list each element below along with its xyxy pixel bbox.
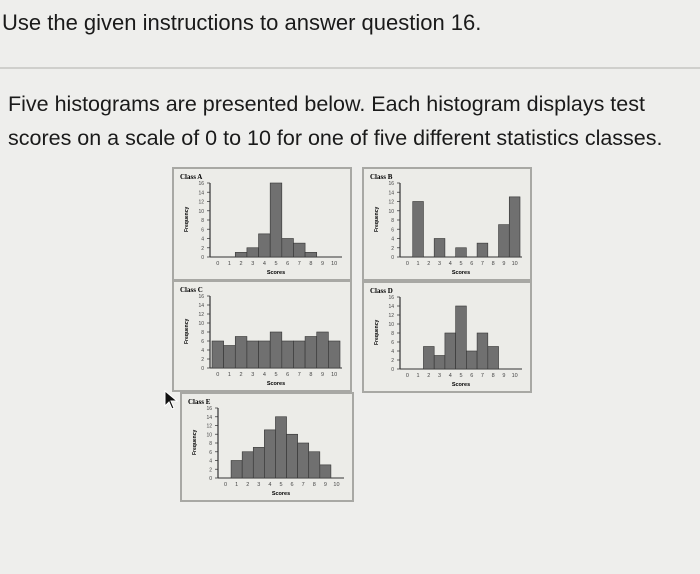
divider bbox=[0, 67, 700, 69]
chart-svg bbox=[364, 169, 530, 279]
histogram-bar bbox=[477, 333, 488, 369]
y-tick-label: 0 bbox=[391, 367, 394, 373]
x-tick-label: 2 bbox=[427, 373, 431, 379]
y-tick-label: 14 bbox=[388, 190, 394, 197]
y-axis-label: Frequency bbox=[184, 318, 190, 344]
x-tick-label: 5 bbox=[279, 482, 283, 488]
x-tick-label: 8 bbox=[309, 261, 313, 267]
histogram-bar bbox=[235, 252, 247, 257]
histogram-bar bbox=[477, 243, 488, 257]
y-tick-label: 2 bbox=[201, 245, 204, 252]
histogram-bar bbox=[275, 417, 286, 478]
histogram-bar bbox=[282, 341, 294, 368]
y-tick-label: 6 bbox=[201, 339, 204, 345]
x-tick-label: 2 bbox=[239, 372, 243, 378]
chart-title: Class D bbox=[370, 287, 393, 295]
y-tick-label: 8 bbox=[391, 331, 394, 337]
x-tick-label: 0 bbox=[216, 372, 220, 378]
histogram-class-e bbox=[180, 392, 354, 502]
y-tick-label: 12 bbox=[388, 199, 394, 206]
histogram-bar bbox=[445, 333, 456, 369]
x-tick-label: 4 bbox=[448, 261, 452, 267]
histogram-bar bbox=[259, 234, 271, 257]
x-tick-label: 1 bbox=[235, 482, 239, 488]
histogram-bar bbox=[499, 225, 510, 257]
histogram-bar bbox=[212, 341, 224, 368]
x-tick-label: 2 bbox=[427, 261, 431, 267]
x-tick-label: 0 bbox=[405, 261, 409, 267]
x-axis-label: Scores bbox=[451, 382, 471, 388]
x-tick-label: 3 bbox=[257, 482, 261, 488]
histogram-class-a bbox=[172, 167, 352, 281]
x-tick-label: 5 bbox=[274, 372, 278, 378]
x-tick-label: 5 bbox=[274, 261, 278, 267]
y-tick-label: 4 bbox=[201, 348, 204, 354]
x-tick-label: 7 bbox=[480, 261, 484, 267]
histogram-bar bbox=[466, 351, 477, 369]
chart-svg bbox=[182, 394, 352, 500]
x-tick-label: 10 bbox=[331, 261, 338, 267]
histogram-bar bbox=[423, 347, 434, 370]
x-tick-label: 2 bbox=[239, 261, 243, 267]
y-tick-label: 4 bbox=[391, 236, 394, 243]
chart-title: Class B bbox=[370, 173, 393, 181]
x-tick-label: 4 bbox=[448, 373, 452, 379]
y-tick-label: 8 bbox=[201, 330, 204, 336]
y-tick-label: 6 bbox=[391, 340, 394, 346]
x-tick-label: 7 bbox=[297, 372, 301, 378]
y-tick-label: 12 bbox=[388, 313, 394, 319]
y-tick-label: 10 bbox=[206, 432, 212, 439]
y-tick-label: 0 bbox=[209, 476, 212, 482]
x-tick-label: 1 bbox=[416, 261, 420, 267]
x-tick-label: 1 bbox=[227, 372, 231, 378]
y-tick-label: 16 bbox=[388, 181, 394, 187]
y-tick-label: 2 bbox=[209, 467, 212, 474]
histogram-bar bbox=[293, 243, 305, 257]
histogram-bar bbox=[287, 434, 298, 478]
x-tick-label: 4 bbox=[268, 482, 272, 488]
histogram-bar bbox=[309, 452, 320, 478]
y-tick-label: 4 bbox=[391, 349, 394, 355]
x-tick-label: 10 bbox=[331, 372, 338, 378]
histogram-bar bbox=[247, 341, 259, 368]
x-tick-label: 1 bbox=[227, 261, 231, 267]
y-axis-label: Frequency bbox=[192, 429, 198, 455]
x-tick-label: 2 bbox=[246, 482, 250, 488]
y-tick-label: 6 bbox=[391, 227, 394, 234]
chart-svg bbox=[174, 282, 350, 390]
histogram-bar bbox=[509, 197, 520, 257]
y-tick-label: 12 bbox=[198, 199, 204, 206]
x-tick-label: 8 bbox=[491, 261, 495, 267]
y-tick-label: 14 bbox=[388, 304, 394, 310]
y-tick-label: 10 bbox=[388, 322, 394, 328]
x-tick-label: 8 bbox=[309, 372, 313, 378]
x-tick-label: 10 bbox=[511, 373, 518, 379]
histogram-bar bbox=[488, 347, 499, 370]
y-tick-label: 8 bbox=[391, 218, 394, 224]
y-tick-label: 16 bbox=[198, 181, 204, 187]
y-tick-label: 16 bbox=[206, 406, 212, 412]
y-tick-label: 10 bbox=[198, 321, 204, 327]
y-axis-label: Frequency bbox=[374, 319, 380, 345]
histogram-bar bbox=[434, 239, 445, 258]
x-tick-label: 7 bbox=[480, 373, 484, 379]
x-tick-label: 8 bbox=[312, 482, 316, 488]
histogram-bar bbox=[298, 443, 309, 478]
histogram-bar bbox=[413, 202, 424, 258]
x-tick-label: 0 bbox=[216, 261, 220, 267]
histogram-bar bbox=[247, 248, 259, 257]
histogram-bar bbox=[456, 306, 467, 369]
y-tick-label: 4 bbox=[209, 458, 212, 465]
x-tick-label: 9 bbox=[502, 373, 506, 379]
x-tick-label: 9 bbox=[323, 482, 327, 488]
y-tick-label: 0 bbox=[201, 366, 204, 372]
y-tick-label: 10 bbox=[388, 208, 394, 215]
chart-svg bbox=[174, 169, 350, 279]
histogram-bar bbox=[317, 332, 329, 368]
x-tick-label: 3 bbox=[438, 373, 442, 379]
x-tick-label: 0 bbox=[405, 373, 409, 379]
y-tick-label: 4 bbox=[201, 236, 204, 243]
y-tick-label: 2 bbox=[201, 357, 204, 363]
y-tick-label: 8 bbox=[209, 441, 212, 447]
histogram-bar bbox=[434, 356, 445, 370]
x-tick-label: 9 bbox=[502, 261, 506, 267]
histogram-bar bbox=[259, 341, 271, 368]
y-tick-label: 2 bbox=[391, 245, 394, 252]
histogram-bar bbox=[282, 239, 294, 258]
y-tick-label: 12 bbox=[206, 423, 212, 430]
instruction-heading: Use the given instructions to answer question 16. bbox=[2, 10, 482, 35]
question-text-line-1: Five histograms are presented below. Each histogram displays test bbox=[8, 92, 645, 116]
x-tick-label: 6 bbox=[286, 261, 290, 267]
x-axis-label: Scores bbox=[451, 270, 471, 276]
x-tick-label: 6 bbox=[470, 261, 474, 267]
x-axis-label: Scores bbox=[266, 270, 286, 276]
x-tick-label: 9 bbox=[321, 261, 325, 267]
x-tick-label: 10 bbox=[511, 261, 518, 267]
chart-title: Class E bbox=[188, 398, 211, 406]
y-tick-label: 10 bbox=[198, 208, 204, 215]
x-tick-label: 4 bbox=[262, 372, 266, 378]
x-tick-label: 10 bbox=[333, 482, 340, 488]
x-tick-label: 4 bbox=[262, 261, 266, 267]
x-tick-label: 9 bbox=[321, 372, 325, 378]
question-text-line-2: scores on a scale of 0 to 10 for one of five different statistics classes. bbox=[8, 126, 663, 150]
histogram-bar bbox=[235, 337, 247, 369]
histogram-bar bbox=[456, 248, 467, 257]
histogram-bar bbox=[305, 252, 317, 257]
y-tick-label: 14 bbox=[206, 414, 212, 421]
x-tick-label: 7 bbox=[301, 482, 305, 488]
histogram-bar bbox=[320, 465, 331, 478]
histogram-bar bbox=[264, 430, 275, 478]
x-tick-label: 5 bbox=[459, 373, 463, 379]
histogram-bar bbox=[270, 183, 282, 257]
mouse-cursor-icon bbox=[164, 390, 178, 410]
x-axis-label: Scores bbox=[266, 381, 286, 387]
y-axis-label: Frequency bbox=[374, 206, 380, 232]
y-axis-label: Frequency bbox=[184, 206, 190, 232]
histogram-bar bbox=[293, 341, 305, 368]
x-tick-label: 1 bbox=[416, 373, 420, 379]
x-tick-label: 5 bbox=[459, 261, 463, 267]
x-tick-label: 6 bbox=[290, 482, 294, 488]
chart-title: Class A bbox=[180, 173, 203, 181]
chart-title: Class C bbox=[180, 286, 203, 294]
y-tick-label: 6 bbox=[209, 449, 212, 456]
y-tick-label: 16 bbox=[198, 294, 204, 300]
chart-svg bbox=[364, 283, 530, 391]
y-tick-label: 12 bbox=[198, 312, 204, 318]
x-tick-label: 3 bbox=[251, 372, 255, 378]
histogram-bar bbox=[270, 332, 282, 368]
x-tick-label: 0 bbox=[224, 482, 228, 488]
y-tick-label: 2 bbox=[391, 358, 394, 364]
histogram-bar bbox=[328, 341, 340, 368]
y-tick-label: 6 bbox=[201, 227, 204, 234]
x-axis-label: Scores bbox=[271, 491, 291, 497]
y-tick-label: 0 bbox=[391, 255, 394, 261]
y-tick-label: 14 bbox=[198, 303, 204, 309]
histogram-class-b bbox=[362, 167, 532, 281]
y-tick-label: 14 bbox=[198, 190, 204, 197]
x-tick-label: 6 bbox=[470, 373, 474, 379]
x-tick-label: 3 bbox=[251, 261, 255, 267]
y-tick-label: 16 bbox=[388, 295, 394, 301]
x-tick-label: 8 bbox=[491, 373, 495, 379]
histogram-bar bbox=[253, 447, 264, 478]
histogram-bar bbox=[231, 461, 242, 479]
histogram-bar bbox=[305, 337, 317, 369]
histogram-class-c bbox=[172, 280, 352, 392]
x-tick-label: 7 bbox=[297, 261, 301, 267]
x-tick-label: 3 bbox=[438, 261, 442, 267]
histogram-bar bbox=[224, 346, 236, 369]
y-tick-label: 0 bbox=[201, 255, 204, 261]
histogram-class-d bbox=[362, 281, 532, 393]
histogram-bar bbox=[242, 452, 253, 478]
y-tick-label: 8 bbox=[201, 218, 204, 224]
x-tick-label: 6 bbox=[286, 372, 290, 378]
